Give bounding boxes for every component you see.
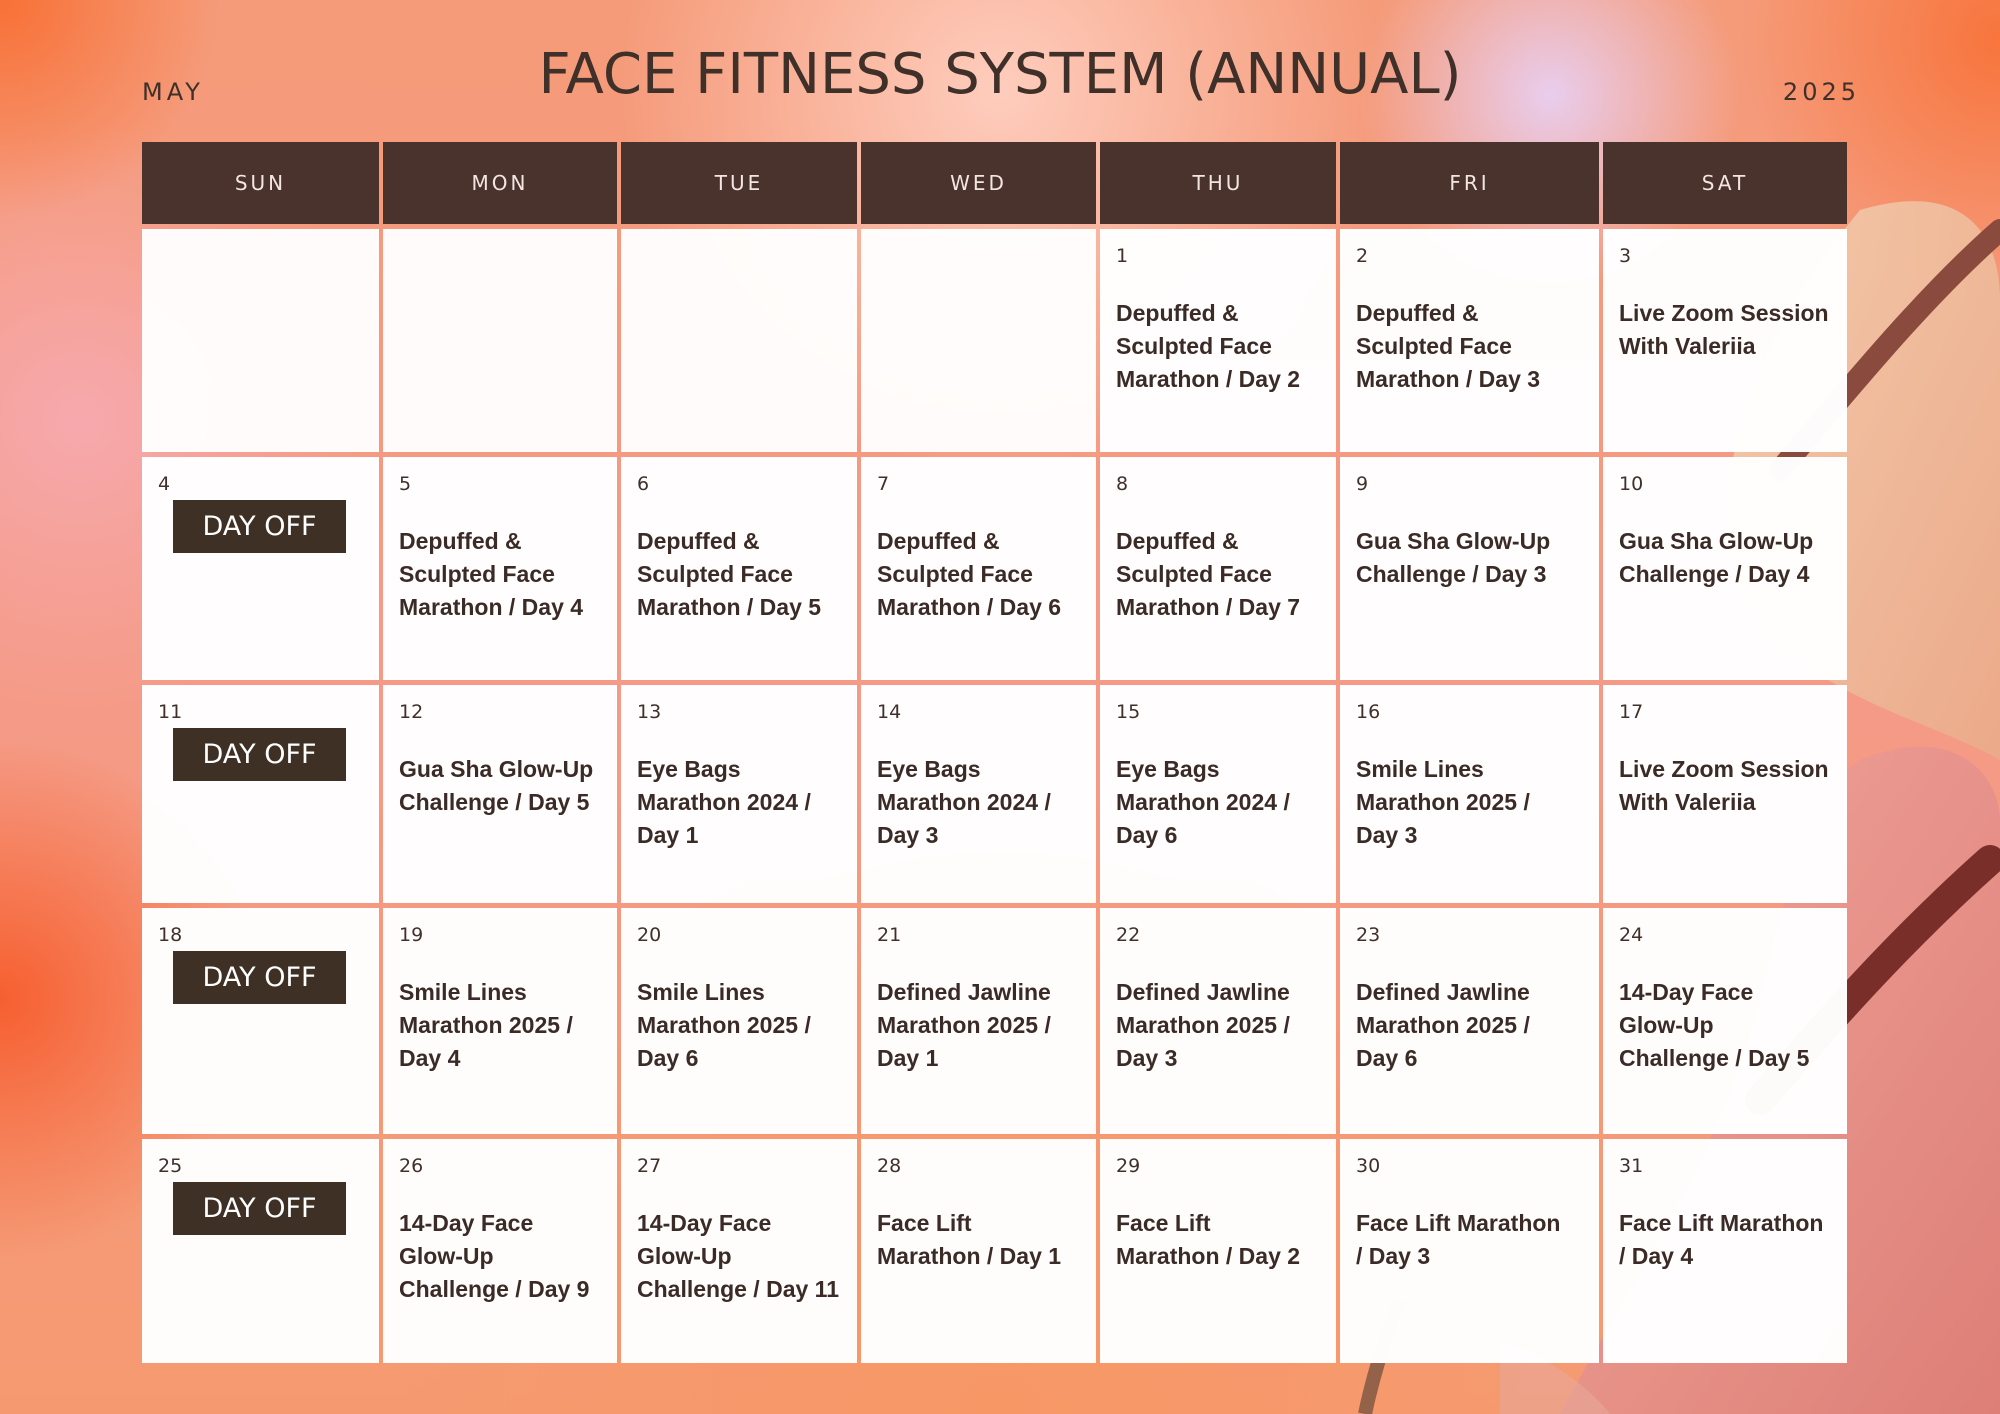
event-title: Gua Sha Glow-Up Challenge / Day 4 xyxy=(1619,528,1814,587)
event-title: Smile Lines Marathon 2025 / Day 3 xyxy=(1356,756,1530,848)
date-number: 10 xyxy=(1619,473,1644,495)
date-number: 9 xyxy=(1356,473,1369,495)
calendar-day-cell xyxy=(383,685,617,903)
date-number: 19 xyxy=(399,924,424,946)
weekday-header-thu: THU xyxy=(1100,142,1336,224)
calendar-day-cell xyxy=(142,908,379,1134)
event-title: Live Zoom Session With Valeriia xyxy=(1619,300,1829,359)
calendar-empty-cell xyxy=(861,229,1096,452)
event-title: Depuffed & Sculpted Face Marathon / Day 6 xyxy=(877,528,1062,620)
date-number: 1 xyxy=(1116,245,1129,267)
date-number: 15 xyxy=(1116,701,1141,723)
event-title: Face Lift Marathon / Day 3 xyxy=(1356,1210,1561,1269)
calendar-day-cell xyxy=(1603,229,1847,452)
calendar-day-cell xyxy=(1340,908,1599,1134)
calendar-day-cell xyxy=(621,457,857,680)
event-title: Depuffed & Sculpted Face Marathon / Day 5 xyxy=(637,528,822,620)
date-number: 31 xyxy=(1619,1155,1644,1177)
calendar-day-cell xyxy=(383,457,617,680)
date-number: 27 xyxy=(637,1155,662,1177)
calendar-day-cell xyxy=(1100,908,1336,1134)
calendar-day-cell xyxy=(1340,457,1599,680)
calendar-day-cell xyxy=(1603,457,1847,680)
event-title: Gua Sha Glow-Up Challenge / Day 3 xyxy=(1356,528,1551,587)
month-label: MAY xyxy=(142,78,204,106)
event-title: 14-Day Face Glow-Up Challenge / Day 9 xyxy=(399,1210,590,1302)
event-title: Depuffed & Sculpted Face Marathon / Day 2 xyxy=(1116,300,1301,392)
date-number: 23 xyxy=(1356,924,1381,946)
date-number: 8 xyxy=(1116,473,1129,495)
event-title: Defined Jawline Marathon 2025 / Day 6 xyxy=(1356,979,1530,1071)
calendar-day-cell xyxy=(861,457,1096,680)
calendar-day-cell xyxy=(1100,457,1336,680)
calendar-empty-cell xyxy=(383,229,617,452)
date-number: 5 xyxy=(399,473,412,495)
calendar-day-cell xyxy=(383,908,617,1134)
day-off-badge: DAY OFF xyxy=(173,951,346,1004)
date-number: 11 xyxy=(158,701,183,723)
date-number: 20 xyxy=(637,924,662,946)
event-title: Eye Bags Marathon 2024 / Day 1 xyxy=(637,756,811,848)
event-title: Eye Bags Marathon 2024 / Day 3 xyxy=(877,756,1051,848)
event-title: Smile Lines Marathon 2025 / Day 6 xyxy=(637,979,811,1071)
event-title: Live Zoom Session With Valeriia xyxy=(1619,756,1829,815)
event-title: Face Lift Marathon / Day 1 xyxy=(877,1210,1062,1269)
calendar-day-cell xyxy=(1340,685,1599,903)
event-title: 14-Day Face Glow-Up Challenge / Day 5 xyxy=(1619,979,1810,1071)
calendar-day-cell xyxy=(621,908,857,1134)
event-title: Face Lift Marathon / Day 2 xyxy=(1116,1210,1301,1269)
calendar-grid xyxy=(142,142,1858,1363)
day-off-badge: DAY OFF xyxy=(173,500,346,553)
calendar-day-cell xyxy=(1340,1139,1599,1363)
date-number: 7 xyxy=(877,473,890,495)
calendar-day-cell xyxy=(1100,1139,1336,1363)
date-number: 18 xyxy=(158,924,183,946)
date-number: 14 xyxy=(877,701,902,723)
calendar-day-cell xyxy=(861,685,1096,903)
calendar-day-cell xyxy=(1603,908,1847,1134)
date-number: 25 xyxy=(158,1155,183,1177)
weekday-header-sun: SUN xyxy=(142,142,379,224)
date-number: 3 xyxy=(1619,245,1632,267)
calendar-day-cell xyxy=(621,685,857,903)
year-label: 2025 xyxy=(1782,78,1860,106)
date-number: 17 xyxy=(1619,701,1644,723)
date-number: 22 xyxy=(1116,924,1141,946)
calendar-day-cell xyxy=(142,457,379,680)
weekday-header-fri: FRI xyxy=(1340,142,1599,224)
calendar-day-cell xyxy=(1340,229,1599,452)
event-title: 14-Day Face Glow-Up Challenge / Day 11 xyxy=(637,1210,839,1302)
calendar-empty-cell xyxy=(621,229,857,452)
event-title: Defined Jawline Marathon 2025 / Day 3 xyxy=(1116,979,1290,1071)
date-number: 13 xyxy=(637,701,662,723)
weekday-header-tue: TUE xyxy=(621,142,857,224)
calendar-day-cell xyxy=(142,1139,379,1363)
calendar-day-cell xyxy=(1603,685,1847,903)
calendar-day-cell xyxy=(1603,1139,1847,1363)
calendar-day-cell xyxy=(861,1139,1096,1363)
event-title: Smile Lines Marathon 2025 / Day 4 xyxy=(399,979,573,1071)
date-number: 28 xyxy=(877,1155,902,1177)
date-number: 26 xyxy=(399,1155,424,1177)
calendar-day-cell xyxy=(383,1139,617,1363)
date-number: 21 xyxy=(877,924,902,946)
event-title: Eye Bags Marathon 2024 / Day 6 xyxy=(1116,756,1290,848)
event-title: Depuffed & Sculpted Face Marathon / Day 4 xyxy=(399,528,584,620)
day-off-badge: DAY OFF xyxy=(173,1182,346,1235)
date-number: 12 xyxy=(399,701,424,723)
date-number: 16 xyxy=(1356,701,1381,723)
event-title: Depuffed & Sculpted Face Marathon / Day 3 xyxy=(1356,300,1541,392)
event-title: Gua Sha Glow-Up Challenge / Day 5 xyxy=(399,756,594,815)
date-number: 29 xyxy=(1116,1155,1141,1177)
day-off-badge: DAY OFF xyxy=(173,728,346,781)
event-title: Defined Jawline Marathon 2025 / Day 1 xyxy=(877,979,1051,1071)
date-number: 30 xyxy=(1356,1155,1381,1177)
calendar-empty-cell xyxy=(142,229,379,452)
calendar-day-cell xyxy=(861,908,1096,1134)
weekday-header-mon: MON xyxy=(383,142,617,224)
date-number: 4 xyxy=(158,473,171,495)
date-number: 2 xyxy=(1356,245,1369,267)
event-title: Face Lift Marathon / Day 4 xyxy=(1619,1210,1824,1269)
date-number: 6 xyxy=(637,473,650,495)
page-title: FACE FITNESS SYSTEM (ANNUAL) xyxy=(538,42,1462,107)
calendar-day-cell xyxy=(1100,685,1336,903)
calendar-day-cell xyxy=(621,1139,857,1363)
weekday-header-wed: WED xyxy=(861,142,1096,224)
event-title: Depuffed & Sculpted Face Marathon / Day 7 xyxy=(1116,528,1301,620)
date-number: 24 xyxy=(1619,924,1644,946)
calendar-day-cell xyxy=(1100,229,1336,452)
calendar-day-cell xyxy=(142,685,379,903)
weekday-header-sat: SAT xyxy=(1603,142,1847,224)
